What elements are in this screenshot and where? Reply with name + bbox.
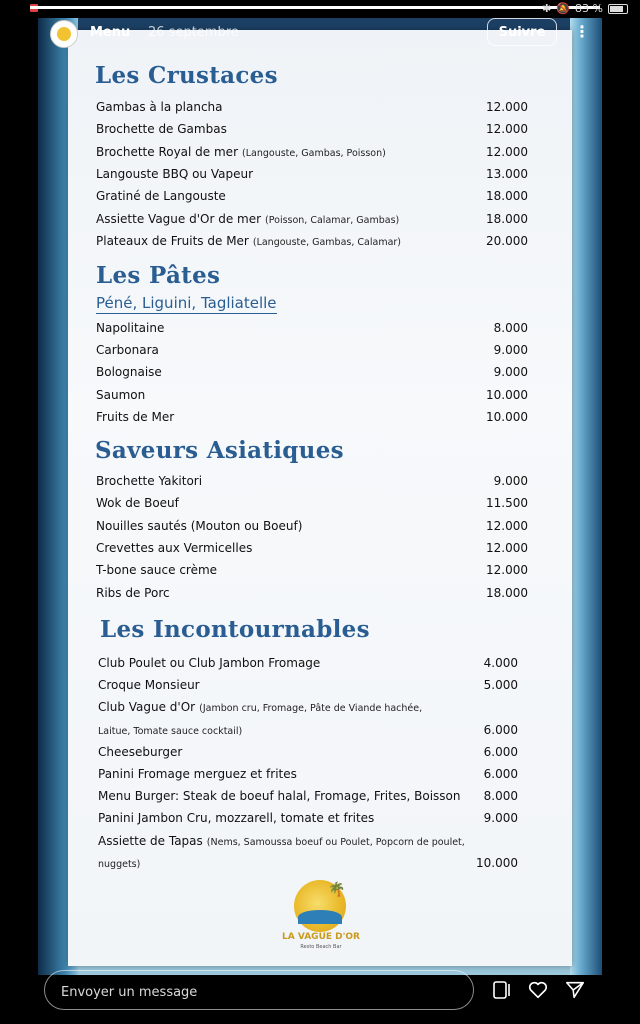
menu-item-price: 12.000 [486,518,528,533]
menu-item [0,834,640,854]
menu-item [0,586,640,606]
menu-item [0,563,640,583]
menu-item-label: Crevettes aux Vermicelles [96,540,253,555]
menu-item-price: 12.000 [486,122,528,137]
menu-item [0,700,640,720]
logo-brand-name: LA VAGUE D'OR [282,932,360,942]
battery-level: 83 % [575,2,603,15]
menu-item-name [96,474,202,488]
menu-item-price: 18.000 [486,585,528,600]
menu-item [0,656,640,676]
menu-item-price: 9.000 [493,343,528,358]
menu-item-label: Gambas à la plancha [96,100,223,114]
menu-item-price: 10.000 [486,387,528,402]
menu-item-label: Assiette de Tapas [98,833,203,848]
menu-item-label: Croque Monsieur [98,678,200,693]
menu-item-label: Brochette de Gambas [96,122,227,137]
menu-item-name [96,189,226,203]
menu-item [0,234,640,254]
logo-tagline: Resto Beach Bar [300,944,342,950]
menu-item-name [96,586,170,600]
menu-item-price: 8.000 [493,321,528,335]
menu-item [0,343,640,363]
story-reply-bar [0,975,640,1024]
menu-item-price: 11.500 [486,496,528,511]
menu-item-name [96,365,162,379]
menu-item-price: 12.000 [486,563,528,578]
menu-item-name [98,834,465,848]
menu-item-price: 12.000 [486,540,528,555]
section-title-incontournables: Les Incontournables [100,616,370,643]
menu-item-name [96,410,174,424]
menu-item-name [96,519,302,533]
menu-item [0,519,640,539]
menu-item-label: T-bone sauce crème [96,563,218,578]
more-options-icon[interactable]: ⋮ [574,22,590,41]
menu-item-name [98,700,422,714]
menu-item-note: (Langouste, Gambas, Calamar) [252,236,402,248]
menu-item-note: (Jambon cru, Fromage, Pâte de Viande hachée, [199,703,423,715]
menu-item-label: Plateaux de Fruits de Mer [96,233,249,248]
menu-item-note: (Langouste, Gambas, Poisson) [242,147,386,159]
message-input[interactable]: Envoyer un message [44,970,474,1010]
menu-item [0,167,640,187]
menu-item [0,410,640,430]
menu-item-name [98,678,200,692]
menu-item [0,678,640,698]
menu-item [0,321,640,341]
story-date: 26 septembre [148,25,239,40]
menu-item-name [98,789,460,803]
menu-item-label: Cheeseburger [98,744,183,759]
heart-icon[interactable] [527,979,551,1003]
menu-item [0,365,640,385]
menu-item-label: Wok de Boeuf [96,496,179,511]
menu-item [0,496,640,516]
palm-tree-icon: 🌴 [328,882,346,898]
menu-item-price: 18.000 [486,211,528,226]
account-name[interactable]: Menu [90,25,131,40]
menu-item-price: 9.000 [483,811,518,826]
section-title-asiatiques: Saveurs Asiatiques [95,437,344,464]
gallery-icon[interactable] [490,979,514,1003]
menu-item-name [96,212,399,226]
menu-item-name [98,656,320,670]
menu-item-label: Fruits de Mer [96,409,175,424]
menu-item-price: 10.000 [486,409,528,424]
story-progress-bar [30,6,600,9]
menu-item-label: Ribs de Porc [96,585,170,600]
menu-item-name [98,856,140,870]
menu-item [0,122,640,142]
menu-item-name [96,388,145,402]
menu-item-price: 6.000 [483,722,518,737]
menu-item-note: nuggets) [98,858,141,870]
menu-item [0,145,640,165]
menu-item-label: Brochette Yakitori [96,474,203,488]
menu-item [0,474,640,494]
restaurant-logo [284,880,358,960]
menu-item-name [96,234,401,248]
menu-item [0,789,640,809]
menu-item [0,811,640,831]
menu-item-price: 9.000 [493,365,528,380]
menu-item-name [96,541,252,555]
menu-item [0,856,640,876]
menu-item-name [96,563,217,577]
menu-item-label: Bolognaise [96,365,162,380]
menu-item [0,541,640,561]
menu-item-label: Carbonara [96,343,159,358]
menu-item-name [98,723,242,737]
menu-item-name [96,343,159,357]
menu-item-label: Club Poulet ou Club Jambon Fromage [98,656,321,670]
menu-item-name [96,122,227,136]
menu-item [0,212,640,232]
menu-item-price: 12.000 [486,100,528,114]
avatar[interactable] [50,20,78,48]
battery-icon [608,4,628,14]
menu-item-price: 12.000 [486,144,528,159]
menu-item-name [96,496,179,510]
section-title-crustaces: Les Crustaces [95,62,278,89]
menu-item-label: Assiette Vague d'Or de mer [96,211,262,226]
menu-item-price: 4.000 [483,656,518,670]
section-title-pates: Les Pâtes [96,262,221,289]
bluetooth-icon: ✱ [542,2,552,15]
menu-item-label: Panini Fromage merguez et frites [98,767,297,781]
menu-item-price: 5.000 [483,678,518,693]
follow-button[interactable]: Suivre [487,18,557,46]
menu-item-price: 20.000 [486,233,528,248]
menu-item-price: 6.000 [483,767,518,781]
menu-item [0,767,640,787]
menu-item-note: (Poisson, Calamar, Gambas) [265,214,400,226]
menu-item-price: 13.000 [486,166,528,181]
menu-item-label: Langouste BBQ ou Vapeur [96,166,254,181]
menu-item [0,189,640,209]
logo-icon [57,27,71,41]
menu-item [0,100,640,120]
mute-icon: 🔕 [556,2,571,15]
menu-item-price: 9.000 [493,474,528,488]
menu-item [0,723,640,743]
menu-item-price: 8.000 [483,789,518,804]
menu-item-label: Nouilles sautés (Mouton ou Boeuf) [96,518,303,533]
story-progress-fill [30,6,600,9]
menu-item-note: Laitue, Tomate sauce cocktail) [98,725,243,737]
status-bar [0,0,640,20]
menu-item-name [96,145,386,159]
menu-item-label: Club Vague d'Or [98,700,196,715]
menu-item-price: 10.000 [476,855,518,870]
menu-item-price: 18.000 [486,189,528,204]
menu-item-name [98,745,182,759]
wave-icon [298,910,342,924]
menu-item-price: 6.000 [483,744,518,759]
menu-item-name [96,167,253,181]
menu-item-label: Saumon [96,387,146,402]
menu-item-label: Menu Burger: Steak de boeuf halal, Fromage, Frites, Boisson [98,789,461,804]
menu-item-name [96,100,223,114]
menu-item-label: Napolitaine [96,321,165,335]
menu-item-note: (Nems, Samoussa boeuf ou Poulet, Popcorn de poulet, [206,836,465,848]
menu-item-label: Brochette Royal de mer [96,144,239,159]
pasta-types-subtitle: Péné, Liguini, Tagliatelle [96,294,277,312]
menu-item [0,745,640,765]
menu-item-name [98,767,297,781]
menu-item-name [98,811,374,825]
menu-item [0,388,640,408]
menu-item-name [96,321,164,335]
menu-item-label: Panini Jambon Cru, mozzarell, tomate et frites [98,811,375,826]
menu-item-label: Gratiné de Langouste [96,189,226,204]
story-header [0,18,640,48]
send-icon[interactable] [564,979,588,1003]
